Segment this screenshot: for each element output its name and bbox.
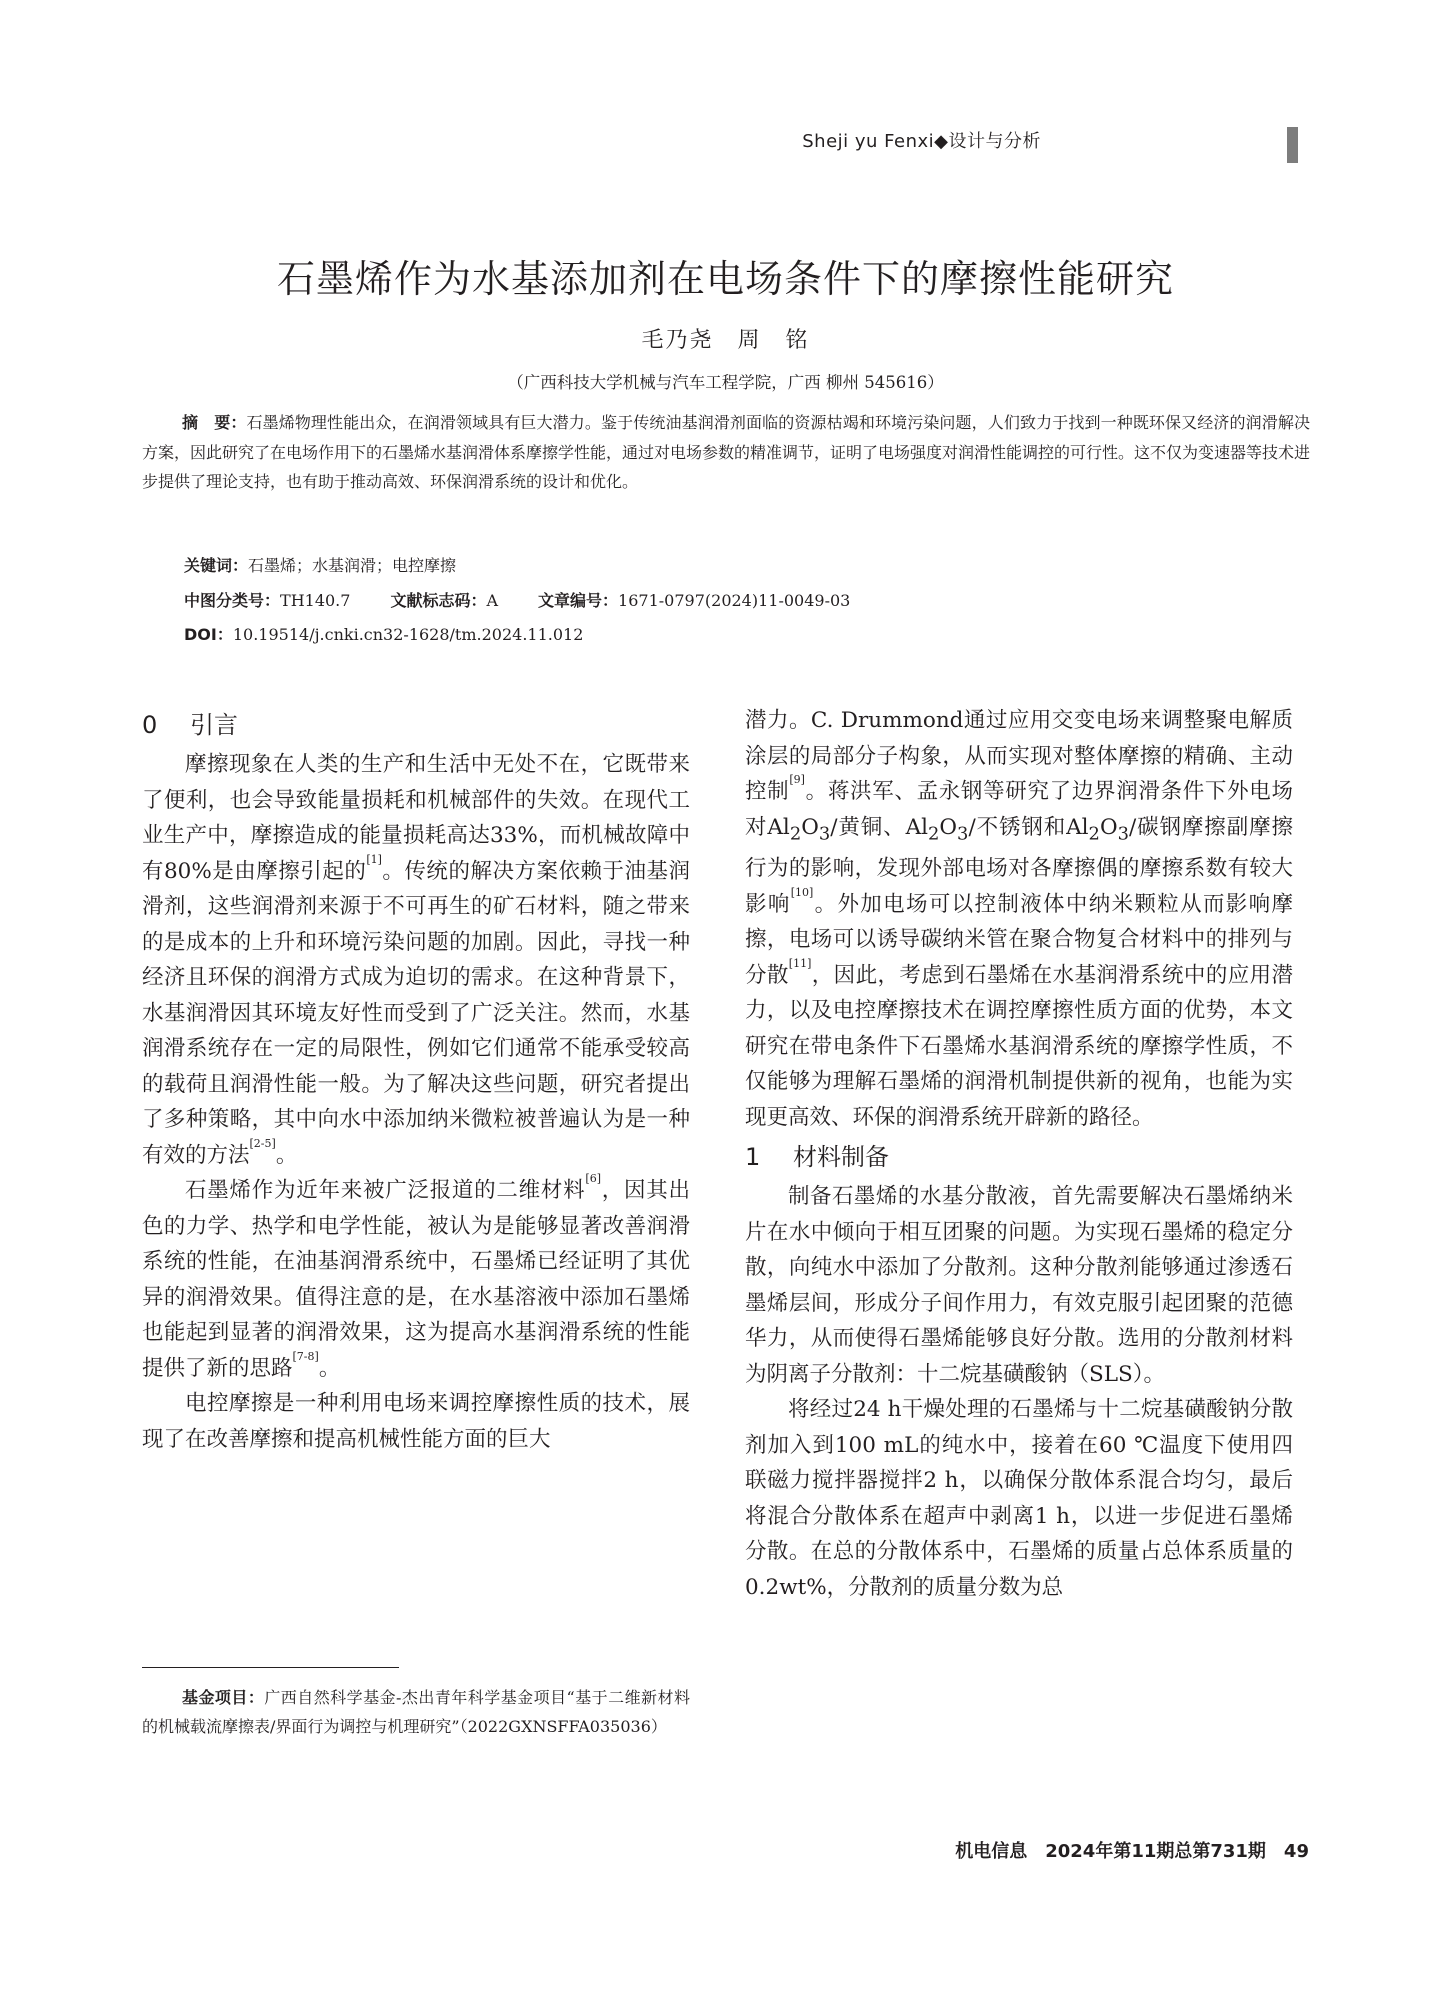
left-column [142, 703, 690, 1457]
abstract-text: 石墨烯物理性能出众，在润滑领域具有巨大潜力。鉴于传统油基润滑剂面临的资源枯竭和环境污染问题，人们致力于找到一种既环保又经济的润滑解决方案，因此研究了在电场作用下的石墨烯水基润滑体系摩擦学性能，通过对电场参数的精准调节，证明了电场强度对润滑性能调控的可行性。这不仅为变速器等技术进步提供了理论支持，也有助于推动高效、环保润滑系统的设计和优化。 [142, 413, 1311, 491]
paragraph [745, 703, 1293, 1135]
keywords [184, 553, 456, 576]
citation[interactable]: [10] [790, 885, 814, 899]
footnote-label: 基金项目： [182, 1688, 265, 1707]
doi [184, 622, 583, 645]
keywords-text: 石墨烯；水基润滑；电控摩擦 [248, 556, 457, 575]
affiliation: （广西科技大学机械与汽车工程学院，广西 柳州 545616） [507, 373, 944, 392]
doc-code-label: 文献标志码： [390, 591, 487, 610]
footnote-text: 广西自然科学基金-杰出青年科学基金项目“基于二维新材料的机械载流摩擦表/界面行为调控与机理研究”（2022GXNSFFA035036） [142, 1688, 690, 1736]
citation[interactable]: [11] [788, 956, 812, 970]
formula-al2o3: $Al_2O_3$ [1066, 814, 1129, 844]
article-no-label: 文章编号： [538, 591, 619, 610]
text-run: 潜力。C. Drummond通过应用交变电场来调整聚电解质涂层的局部分子构象，从而实现对整体摩擦的精确、主动控制 [745, 708, 1293, 804]
paragraph [142, 747, 690, 1173]
section-title: 引言 [190, 711, 238, 739]
text-run: 摩擦现象在人类的生产和生活中无处不在，它既带来了便利，也会导致能量损耗和机械部件的失效。在现代工业生产中，摩擦造成的能量损耗高达33%，而机械故障中有80%是由摩擦引起的 [142, 752, 690, 884]
section-number: 0 [142, 711, 158, 739]
authors: 毛乃尧 周 铭 [641, 328, 810, 353]
clc-value: TH140.7 [280, 591, 351, 610]
citation[interactable]: [7-8] [292, 1349, 319, 1363]
doi-label: DOI： [184, 625, 233, 644]
formula-al2o3: $Al_2O_3$ [905, 814, 969, 844]
classification [184, 588, 850, 611]
keywords-label: 关键词： [184, 556, 249, 575]
paragraph [142, 1173, 690, 1386]
section-title: 材料制备 [793, 1143, 889, 1172]
clc-label: 中图分类号： [184, 591, 281, 610]
abstract-label: 摘 要： [182, 413, 247, 432]
citation[interactable]: [6] [585, 1172, 601, 1185]
text-run: /碳钢摩擦副摩擦行为的影响，发现外部电场对各摩擦偶的摩擦系数有较大影响 [745, 814, 1293, 917]
paragraph: 将经过24 h干燥处理的石墨烯与十二烷基磺酸钠分散剂加入到100 mL的纯水中，接着在60 ℃温度下使用四联磁力搅拌器搅拌2 h，以确保分散体系混合均匀，最后将混合分散体系在超声中剥离1 h，以进一步促进石墨烯分散。在总的分散体系中，石墨烯的质量占总体系质量的0.2wt%，分散剂的质量分数为总 [745, 1397, 1293, 1600]
formula-al2o3: $Al_2O_3$ [767, 814, 831, 844]
section-number: 1 [745, 1143, 761, 1172]
text-run: 石墨烯作为近年来被广泛报道的二维材料 [185, 1178, 586, 1203]
text-run: ，因其出色的力学、热学和电学性能，被认为是能够显著改善润滑系统的性能，在油基润滑系统中，石墨烯已经证明了其优异的润滑效果。值得注意的是，在水基溶液中添加石墨烯也能起到显著的润滑效果，这为提高水基润滑系统的性能提供了新的思路 [142, 1178, 690, 1381]
running-head-bar [1287, 127, 1298, 163]
citation[interactable]: [2-5] [249, 1136, 276, 1150]
page-footer: 机电信息 2024年第11期总第731期 49 [955, 1841, 1309, 1862]
paragraph: 电控摩擦是一种利用电场来调控摩擦性质的技术，展现了在改善摩擦和提高机械性能方面的巨大 [142, 1391, 690, 1452]
paper-title: 石墨烯作为水基添加剂在电场条件下的摩擦性能研究 [276, 257, 1174, 301]
text-run: 。 [275, 1142, 298, 1168]
footnote-rule [142, 1667, 399, 1668]
text-run: 。 [318, 1355, 341, 1381]
article-no-value: 1671-0797(2024)11-0049-03 [618, 591, 851, 610]
text-run: 。外加电场可以控制液体中纳米颗粒从而影响摩擦，电场可以诱导碳纳米管在聚合物复合材料中的排列与分散 [745, 891, 1293, 988]
text-run: /不锈钢和 [968, 814, 1067, 840]
text-run: 。传统的解决方案依赖于油基润滑剂，这些润滑剂来源于不可再生的矿石材料，随之带来的是成本的上升和环境污染问题的加剧。因此，寻找一种经济且环保的润滑方式成为迫切的需求。在这种背景下，水基润滑因其环境友好性而受到了广泛关注。然而，水基润滑系统存在一定的局限性，例如它们通常不能承受较高的载荷且润滑性能一般。为了解决这些问题，研究者提出了多种策略，其中向水中添加纳米微粒被普遍认为是一种有效的方法 [142, 858, 690, 1168]
right-column [745, 703, 1293, 1605]
citation[interactable]: [9] [789, 773, 805, 786]
section-heading-materials [745, 1135, 1293, 1179]
text-run: /黄铜、 [830, 814, 906, 840]
text-run: ，因此，考虑到石墨烯在水基润滑系统中的应用潜力，以及电控摩擦技术在调控摩擦性质方面的优势，本文研究在带电条件下石墨烯水基润滑系统的摩擦学性质，不仅能够为理解石墨烯的润滑机制提供新的视角，也能为实现更高效、环保的润滑系统开辟新的路径。 [745, 962, 1293, 1130]
abstract [142, 408, 1310, 497]
section-heading-intro [142, 703, 690, 747]
paragraph: 制备石墨烯的水基分散液，首先需要解决石墨烯纳米片在水中倾向于相互团聚的问题。为实现石墨烯的稳定分散，向纯水中添加了分散剂。这种分散剂能够通过渗透石墨烯层间，形成分子间作用力，有效克服引起团聚的范德华力，从而使得石墨烯能够良好分散。选用的分散剂材料为阴离子分散剂：十二烷基磺酸钠（SLS）。 [745, 1184, 1293, 1387]
text-run: 。蒋洪军、孟永钢等研究了边界润滑条件下外电场对 [745, 779, 1293, 840]
footnote [142, 1683, 690, 1741]
doi-value[interactable]: 10.19514/j.cnki.cn32-1628/tm.2024.11.012 [232, 625, 584, 644]
citation[interactable]: [1] [366, 852, 382, 866]
doc-code-value: A [486, 591, 499, 610]
running-head: Sheji yu Fenxi◆设计与分析 [802, 131, 1041, 152]
